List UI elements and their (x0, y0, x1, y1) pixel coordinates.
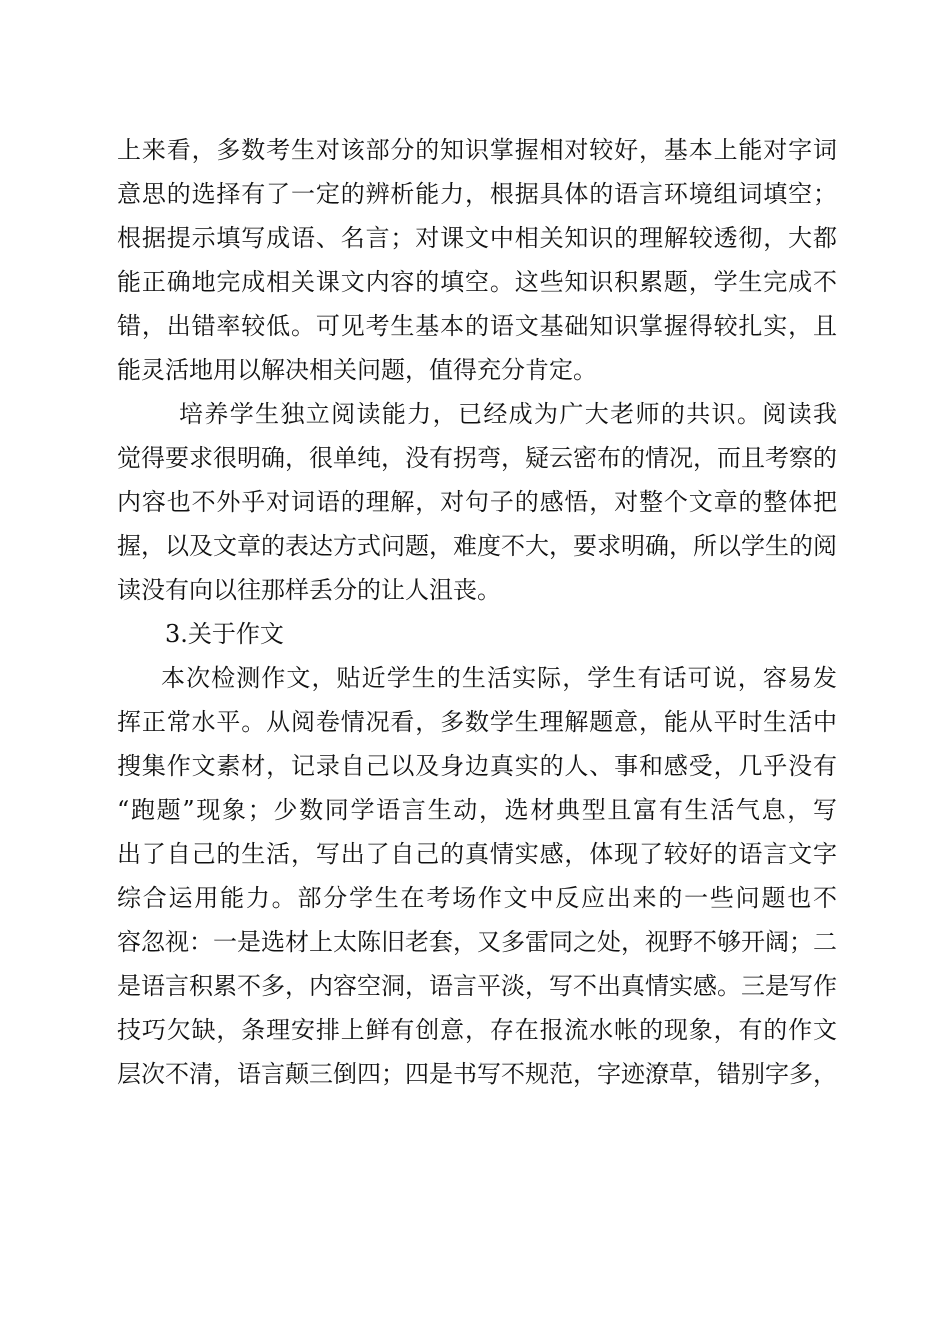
text-line: 本次检测作文，贴近学生的生活实际，学生有话可说，容易发 (161, 664, 837, 692)
text-line: 错，出错率较低。可见考生基本的语文基础知识掌握得较扎实，且 (117, 312, 837, 340)
text-line: 握，以及文章的表达方式问题，难度不大，要求明确，所以学生的阅 (117, 532, 837, 560)
text-line: 觉得要求很明确，很单纯，没有拐弯，疑云密布的情况，而且考察的 (117, 444, 837, 472)
text-line: 出了自己的生活，写出了自己的真情实感，体现了较好的语言文字 (117, 840, 837, 868)
section-heading (117, 612, 837, 656)
text-line: 层次不清，语言颠三倒四；四是书写不规范，字迹潦草，错别字多， (117, 1060, 837, 1088)
text-line: 读没有向以往那样丢分的让人沮丧。 (117, 576, 501, 604)
text-line: 培养学生独立阅读能力，已经成为广大老师的共识。阅读我 (179, 400, 837, 428)
text-line: 上来看，多数考生对该部分的知识掌握相对较好，基本上能对字词 (117, 136, 837, 164)
text-line: “跑题”现象；少数同学语言生动，选材典型且富有生活气息，写 (117, 796, 837, 824)
text-line: 意思的选择有了一定的辨析能力，根据具体的语言环境组词填空； (117, 180, 837, 208)
text-line: 能灵活地用以解决相关问题，值得充分肯定。 (117, 356, 597, 384)
text-line: 挥正常水平。从阅卷情况看，多数学生理解题意，能从平时生活中 (117, 708, 837, 736)
section-heading-text: 3.关于作文 (165, 620, 284, 648)
text-line: 内容也不外乎对词语的理解，对句子的感悟，对整个文章的整体把 (117, 488, 837, 516)
paragraph-3 (117, 656, 837, 1096)
paragraph-2 (117, 392, 837, 612)
text-line: 综合运用能力。部分学生在考场作文中反应出来的一些问题也不 (117, 884, 837, 912)
paragraph-1 (117, 128, 837, 392)
text-line: 是语言积累不多，内容空洞，语言平淡，写不出真情实感。三是写作 (117, 972, 837, 1000)
text-line: 能正确地完成相关课文内容的填空。这些知识积累题，学生完成不 (117, 268, 837, 296)
text-line: 容忽视：一是选材上太陈旧老套，又多雷同之处，视野不够开阔；二 (117, 928, 837, 956)
text-line: 技巧欠缺，条理安排上鲜有创意，存在报流水帐的现象，有的作文 (117, 1016, 837, 1044)
document-body (117, 128, 837, 1096)
text-line: 搜集作文素材，记录自己以及身边真实的人、事和感受，几乎没有 (117, 752, 837, 780)
text-line: 根据提示填写成语、名言；对课文中相关知识的理解较透彻，大都 (117, 224, 837, 252)
